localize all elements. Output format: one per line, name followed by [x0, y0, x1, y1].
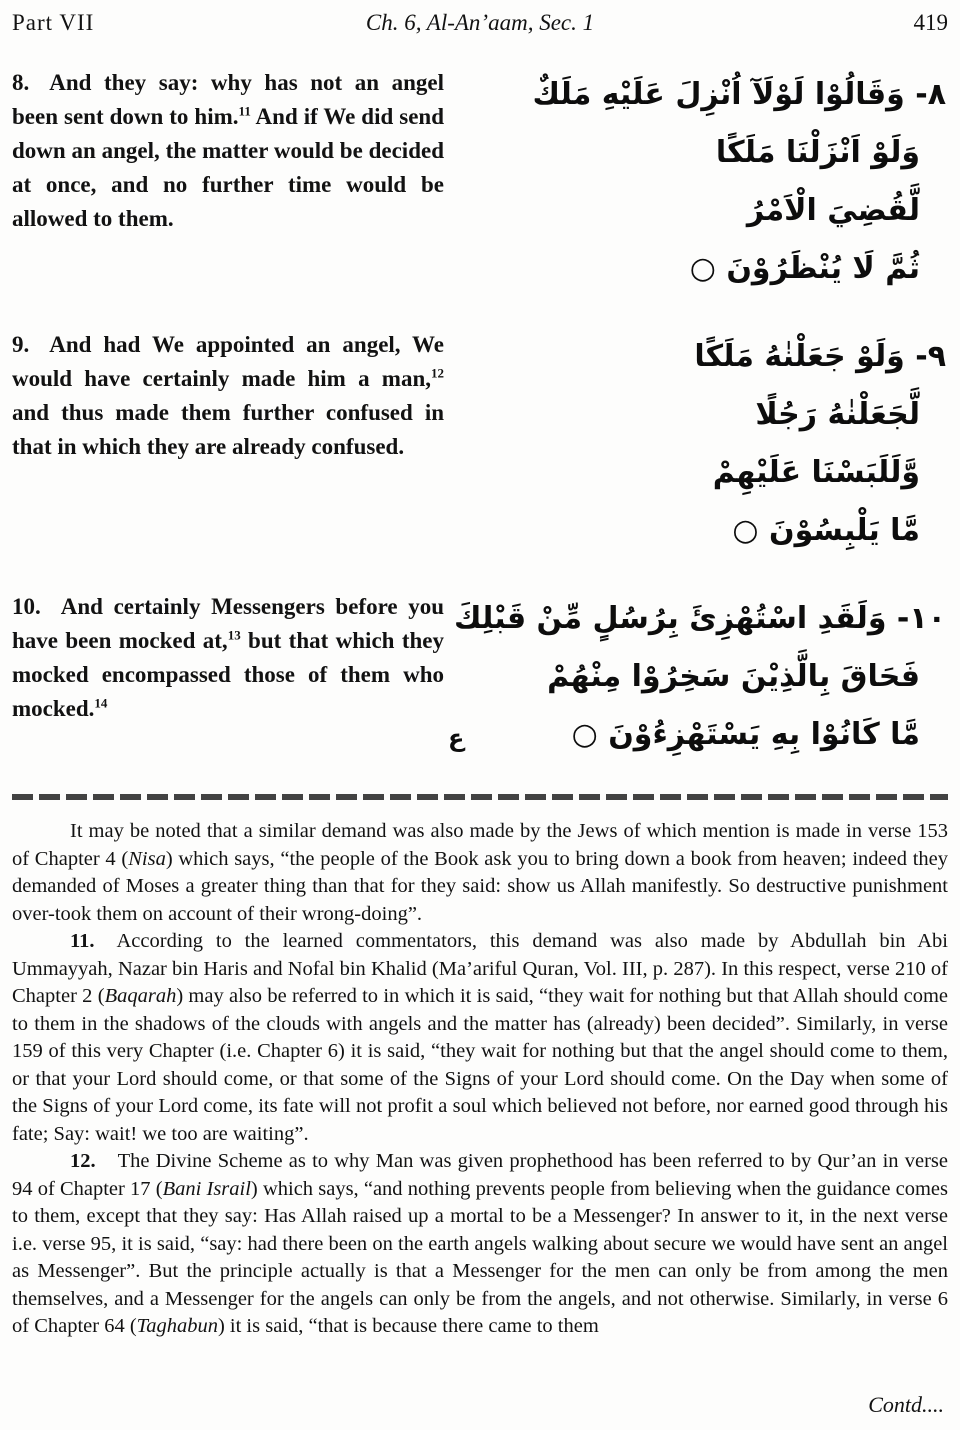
- footnote-text: According to the learned commentators, this demand was also made by Abdullah bin Abi Ummayyah, Nazar bin Haris and Nofal bin Khalid (Ma’ariful Quran, Vol. III, p. 287). In this respect, verse 210 of Chapter 2 (: [12, 930, 948, 1007]
- arabic-line: ١٠- وَلَقَدِ اسْتُهْزِئَ بِرُسُلٍ مِّنْ قَبْلِكَ: [454, 601, 946, 636]
- arabic-verse-10: [444, 590, 948, 764]
- footnote-ref-12: 12: [431, 365, 444, 381]
- footnote-text: ) which says, “the people of the Book ask you to bring down a book from heaven; indeed they demanded of Moses a greater thing than that for they said: show us Allah manifestly. So destructive punishment over-took them on account of their wrong-doing”.: [12, 847, 948, 925]
- arabic-line: مَّا كَانُوْا بِهِ يَسْتَهْزِءُوْنَ ○: [571, 717, 920, 752]
- arabic-line: ٩- وَلَوْ جَعَلْنٰهُ مَلَكًا: [694, 339, 946, 374]
- footnote-ref-14: 14: [94, 695, 108, 711]
- footnote-ref-11: 11: [238, 103, 251, 119]
- arabic-verse-8: [444, 66, 948, 298]
- english-verse-8: [12, 66, 444, 236]
- footnote-number: 12.: [70, 1150, 96, 1172]
- part-label: Part VII: [12, 10, 95, 35]
- verse-row-9: [12, 328, 948, 560]
- arabic-line: مَّا يَلْبِسُوْنَ ○: [732, 513, 920, 548]
- footnote-ref-13: 13: [227, 627, 241, 643]
- scripture-section: [12, 66, 948, 764]
- verse-text: And had We appointed an angel, We would have certainly made him a man,: [12, 332, 444, 391]
- footnote-text: ) may also be referred to in which it is said, “they wait for nothing but that Allah should come to them in the shadows of the clouds with angels and the matter has (already) been decided”. Similarly, in verse 159 of this very Chapter (i.e. Chapter 6) it is said, “they wait for nothing but that the angel should come to them, or that your Lord should come, or that some of the Signs of your Lord should come. On the Day when some of the Signs of your Lord come, its fate will not profit a soul which believed not before, nor earned good through his fate; Say: wait! we too are waiting”.: [12, 985, 948, 1145]
- verse-text: And they say: why has not an angel been sent down to him.: [12, 70, 444, 129]
- arabic-line: لَّجَعَلْنٰهُ رَجُلًا: [755, 397, 920, 432]
- footnote-text: It may be noted that a similar demand was also made by the Jews of which mention is made in verse 153 of Chapter 4 (: [12, 820, 948, 870]
- arabic-line: ثُمَّ لَا يُنْظَرُوْنَ ○: [689, 251, 920, 286]
- english-verse-9: [12, 328, 444, 464]
- footnote-paragraph-contd: [12, 818, 948, 928]
- verse-text: And certainly Messengers before you have been mocked at,: [12, 594, 444, 653]
- commentary-section: [12, 818, 948, 1341]
- chapter-title: Ch. 6, Al-An’aam, Sec. 1: [365, 10, 595, 35]
- footnote-paragraph-12: [12, 1148, 948, 1341]
- verse-text: and thus made them further confused in that in which they are already confused.: [12, 400, 444, 459]
- page-number: 419: [913, 10, 948, 35]
- verse-text: And if We did send down an angel, the matter would be decided at once, and no further time would be allowed to them.: [12, 104, 444, 231]
- section-divider: [12, 794, 948, 800]
- footnote-italic: Baqarah: [104, 985, 177, 1007]
- english-verse-10: [12, 590, 444, 726]
- footnote-italic: Taghabun: [136, 1315, 218, 1337]
- footnote-text: ) it is said, “that is because there came to them: [217, 1315, 599, 1337]
- arabic-line: لَّقُضِيَ الْاَمْرُ: [746, 193, 920, 228]
- footnote-italic: Bani Israil: [162, 1177, 251, 1200]
- arabic-line: وَّلَلَبَسْنَا عَلَيْهِمْ: [712, 455, 920, 490]
- footnote-paragraph-11: [12, 928, 948, 1148]
- arabic-line: فَحَاقَ بِالَّذِيْنَ سَخِرُوْا مِنْهُمْ: [547, 659, 920, 694]
- footnote-italic: Nisa: [128, 847, 166, 870]
- arabic-line: وَلَوْ اَنْزَلْنَا مَلَكًا: [715, 135, 920, 170]
- verse-row-8: [12, 66, 948, 298]
- footnote-text: ) which says, “and nothing prevents people from believing when the guidance comes to them, except that they say: Has Allah raised up a mortal to be a Messenger? In answer to it, in the next verse i.e. verse 95, it is said, “say: had there been on the earth angels walking about secure we would have sent an angel as Messenger”. But the principle actually is that a Messenger for the men can only be from among the men themselves, and a Messenger for the angels can only be from the angels, and not otherwise. Similarly, in verse 6 of Chapter 64 (: [12, 1177, 948, 1337]
- footnote-number: 11.: [70, 930, 95, 952]
- page-header: [12, 10, 948, 36]
- verse-text: but that which they mocked encompassed those of them who mocked.: [12, 628, 444, 721]
- verse-number: 10.: [12, 594, 41, 619]
- verse-number: 9.: [12, 332, 30, 357]
- verse-row-10: [12, 590, 948, 764]
- contd-label: Contd....: [868, 1392, 944, 1417]
- arabic-verse-9: [444, 328, 948, 560]
- footnote-text: The Divine Scheme as to why Man was given prophethood has been referred to by Qur’an in verse 94 of Chapter 17 (: [12, 1150, 948, 1200]
- ruku-marker: ع: [448, 724, 465, 752]
- verse-number: 8.: [12, 70, 30, 95]
- arabic-line: ٨- وَقَالُوْا لَوْلَآ اُنْزِلَ عَلَيْهِ مَلَكٌ: [532, 77, 946, 112]
